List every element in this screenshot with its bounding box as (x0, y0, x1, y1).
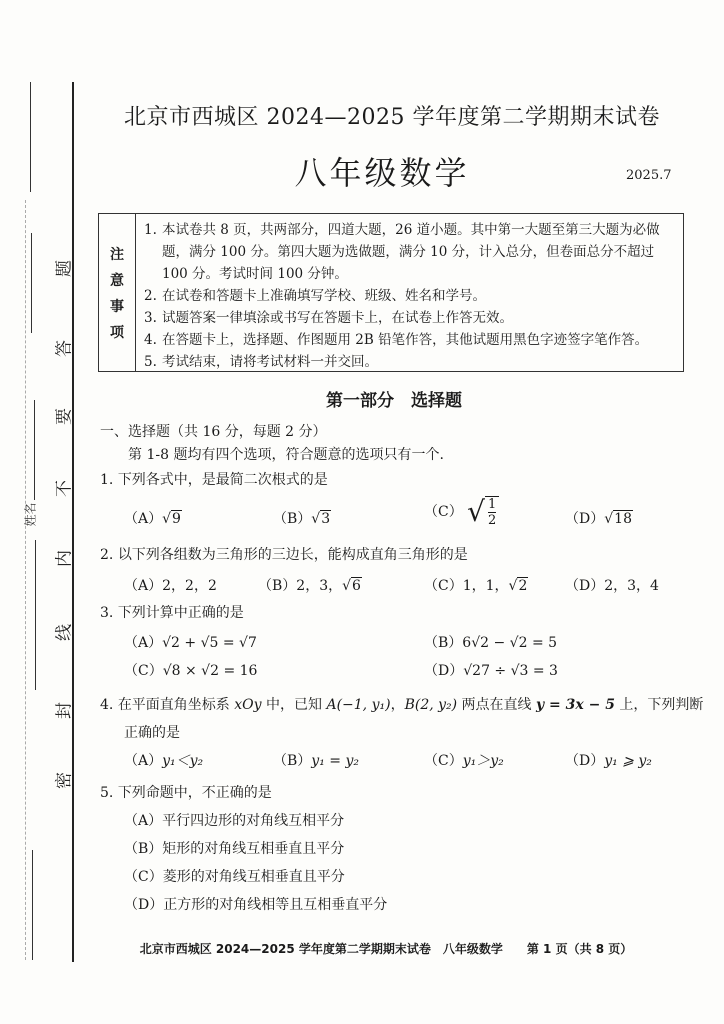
option-c (424, 496, 499, 528)
question-stem-part: ， (390, 697, 405, 713)
option-expression: √8 × √2 = 16 (162, 663, 258, 679)
option-a (124, 632, 257, 652)
option-c (124, 660, 257, 680)
option-b (124, 838, 344, 858)
section-instruction: 第 1-8 题均有四个选项，符合题意的选项只有一个. (128, 447, 444, 463)
numerator: 1 (488, 497, 497, 512)
notice-item-number: 2. (144, 288, 157, 304)
margin-line-outer (34, 400, 35, 500)
option-label: （D） (565, 511, 605, 527)
radical: √6 (342, 578, 361, 594)
notice-item-number: 1. (144, 222, 157, 238)
denominator: 2 (488, 513, 497, 528)
radical: √9 (162, 511, 181, 527)
option-c (124, 866, 345, 886)
question-stem-part: 两点在直线 (457, 697, 537, 713)
option-expression: √2 + √5 = √7 (162, 635, 257, 651)
question-3 (100, 602, 244, 622)
coordinate-system: xOy (234, 697, 262, 713)
notice-label-char: 事 (110, 298, 124, 315)
option-label: （C） (124, 869, 163, 885)
margin-seal-char: 题 (54, 260, 75, 277)
option-a (124, 750, 203, 770)
radicand: 3 (321, 511, 331, 527)
margin-seal-char: 要 (54, 408, 75, 425)
question-number: 1. (100, 472, 114, 488)
radicand: 9 (172, 511, 181, 527)
question-stem: 下列计算中正确的是 (117, 605, 244, 621)
option-label: （A） (124, 578, 163, 594)
notice-label-char: 项 (110, 324, 124, 341)
option-label: （D） (565, 578, 605, 594)
cut-line (25, 200, 27, 960)
notice-box (98, 213, 684, 372)
margin-seal-char: 内 (54, 550, 75, 567)
option-d (565, 750, 652, 770)
part-title: 第一部分 选择题 (326, 391, 462, 411)
option-d (424, 660, 558, 680)
option-expression: y₁＞y₂ (462, 753, 504, 769)
point-a: A(−1, y₁) (326, 697, 391, 713)
notice-item (144, 307, 679, 329)
margin-line-outer (35, 540, 36, 690)
option-label: （C） (424, 753, 463, 769)
exam-date: 2025.7 (626, 168, 672, 183)
option-label: （A） (124, 813, 163, 829)
option-label: （D） (565, 753, 605, 769)
question-4-continued: 正确的是 (124, 725, 180, 741)
question-stem-part: 在平面直角坐标系 (117, 697, 235, 713)
option-label: （C） (424, 504, 463, 520)
option-label: （C） (124, 663, 163, 679)
option-text: 2，3，4 (604, 578, 659, 594)
notice-item (144, 285, 679, 307)
option-label: （B） (273, 511, 312, 527)
notice-item-text: 考试结束，请将考试材料一并交回。 (162, 354, 378, 370)
option-text: 2，2，2 (162, 578, 217, 594)
question-number: 3. (100, 605, 114, 621)
option-label: （B） (258, 578, 297, 594)
question-stem-part: 中，已知 (261, 697, 327, 713)
option-d (565, 575, 659, 595)
notice-item (144, 329, 679, 351)
option-b (424, 632, 557, 652)
fraction (485, 496, 499, 528)
notice-item-number: 4. (144, 332, 157, 348)
margin-seal-char: 线 (54, 624, 75, 641)
option-c (424, 575, 528, 595)
radical-fraction: √ $\frac{1}{2}$ (467, 496, 499, 528)
question-5 (100, 782, 272, 802)
option-label: （B） (124, 841, 163, 857)
option-label: （B） (273, 753, 312, 769)
question-number: 5. (100, 785, 114, 801)
option-label: （B） (424, 635, 463, 651)
notice-item-text: 试题答案一律填涂或书写在答题卡上，在试卷上作答无效。 (162, 310, 513, 326)
question-stem-part: 上，下列判断 (614, 697, 704, 713)
radical: √18 (604, 511, 632, 527)
notice-label-char: 意 (110, 272, 124, 289)
margin-seal-char: 答 (54, 340, 75, 357)
question-number: 2. (100, 547, 114, 563)
option-expression: 6√2 − √2 = 5 (462, 635, 558, 651)
question-stem: 下列命题中，不正确的是 (117, 785, 272, 801)
margin-line-outer (31, 233, 32, 333)
subject-title: 八年级数学 (294, 154, 470, 192)
radical: √3 (311, 511, 331, 527)
option-label: （D） (124, 897, 164, 913)
question-4 (100, 694, 703, 714)
notice-item-text: 在试卷和答题卡上准确填写学校、班级、姓名和学号。 (162, 288, 486, 304)
radicand: 2 (518, 578, 528, 594)
question-number: 4. (100, 697, 114, 713)
question-1 (100, 469, 328, 489)
option-a (124, 810, 344, 830)
notice-item (144, 351, 679, 373)
option-b (273, 508, 331, 528)
line-equation: y = 3x − 5 (536, 697, 615, 713)
margin-seal-char: 不 (54, 480, 75, 497)
margin-seal-char: 封 (54, 702, 75, 719)
question-2 (100, 544, 468, 564)
question-stem: 下列各式中，是最简二次根式的是 (117, 472, 328, 488)
notice-label-char: 注 (110, 246, 124, 263)
radicand: 6 (352, 578, 361, 594)
option-a (124, 508, 182, 528)
option-expression: y₁ ⩾ y₂ (604, 753, 652, 769)
section-heading: 一、选择题（共 16 分，每题 2 分） (100, 424, 327, 440)
option-expression: y₁＜y₂ (162, 753, 204, 769)
margin-line-inner (72, 82, 74, 962)
radicand: 18 (614, 511, 632, 527)
notice-item-text: 在答题卡上，选择题、作图题用 2B 铅笔作答，其他试题用黑色字迹签字笔作答。 (162, 332, 649, 348)
option-label: （D） (424, 663, 464, 679)
option-d (124, 894, 387, 914)
option-a (124, 575, 217, 595)
margin-seal-char: 密 (54, 772, 75, 789)
point-b: B(2, y₂) (404, 697, 458, 713)
option-text: 正方形的对角线相等且互相垂直平分 (163, 897, 388, 913)
notice-item-number: 3. (144, 310, 157, 326)
page-footer: 北京市西城区 2024—2025 学年度第二学期期末试卷 八年级数学 第 1 页（共 8 页） (139, 942, 633, 956)
radical: √2 (508, 578, 528, 594)
option-label: （A） (124, 635, 163, 651)
option-text: 菱形的对角线互相垂直且平分 (162, 869, 345, 885)
option-text: 1，1， (462, 578, 509, 594)
question-stem: 以下列各组数为三角形的三边长，能构成直角三角形的是 (117, 547, 468, 563)
notice-label (99, 214, 136, 371)
student-name-field-label: 姓名 (23, 502, 38, 527)
option-label: （A） (124, 511, 163, 527)
option-b (258, 575, 362, 595)
exam-title: 北京市西城区 2024—2025 学年度第二学期期末试卷 (124, 105, 660, 130)
option-expression: √27 ÷ √3 = 3 (463, 663, 558, 679)
notice-list (136, 214, 683, 371)
option-b (273, 750, 359, 770)
notice-item-number: 5. (144, 354, 157, 370)
notice-item (144, 219, 679, 285)
option-text: 矩形的对角线互相垂直且平分 (162, 841, 345, 857)
notice-item-text: 本试卷共 8 页，共两部分，四道大题，26 道小题。其中第一大题至第三大题为必做题，满分 100 分。第四大题为选做题，满分 10 分，计入总分，但卷面总分不超过 100 分。考试时间 100 分钟。 (162, 222, 660, 282)
option-expression: y₁ = y₂ (311, 753, 359, 769)
option-text: 平行四边形的对角线互相平分 (162, 813, 345, 829)
option-label: （A） (124, 753, 163, 769)
option-c (424, 750, 504, 770)
option-text: 2，3， (296, 578, 343, 594)
option-d (565, 508, 633, 528)
option-label: （C） (424, 578, 463, 594)
